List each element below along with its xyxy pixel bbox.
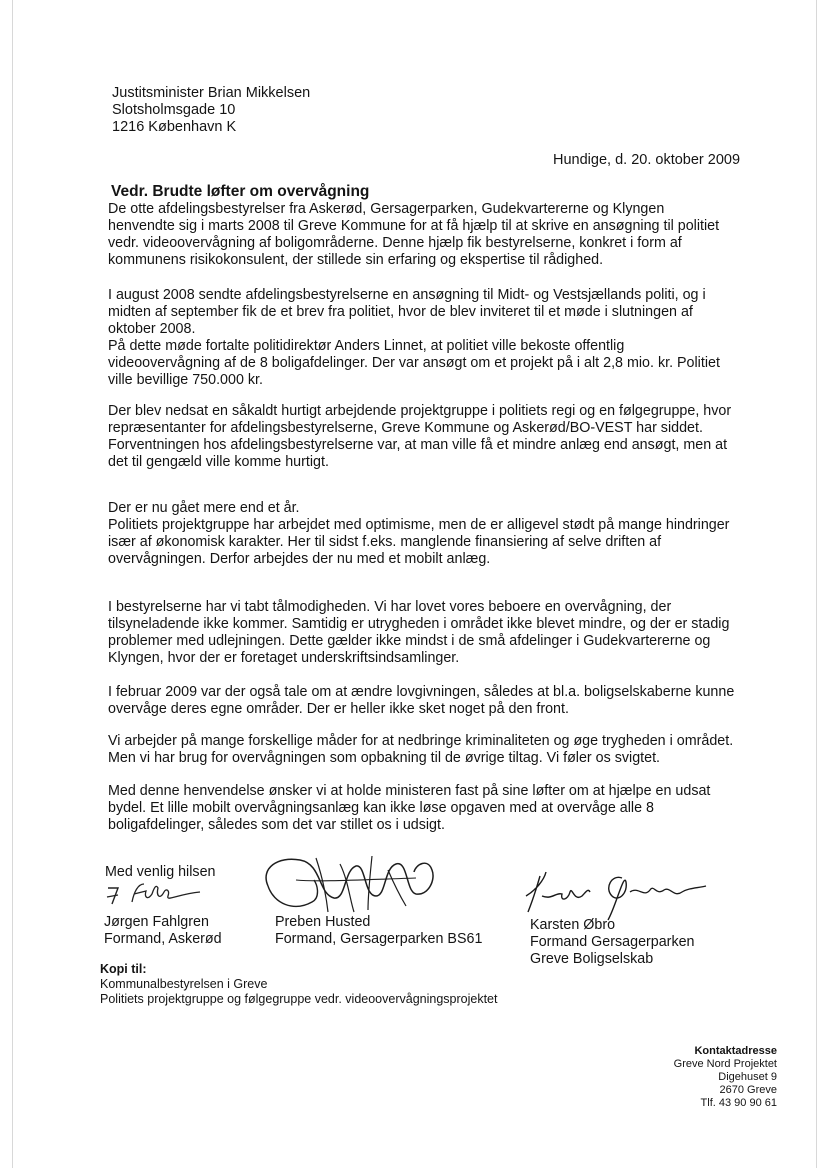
text-line: problemer med udlejningen. Dette gælder ikke mindst i de små afdelinger i Gudekvartererne og: [108, 633, 711, 649]
text-line: På dette møde fortalte politidirektør Anders Linnet, at politiet ville bekoste offentlig: [108, 338, 625, 354]
scan-edge-left: [12, 0, 13, 1168]
text-line: oktober 2008.: [108, 321, 196, 337]
text-line: I bestyrelserne har vi tabt tålmodigheden. Vi har lovet vores beboere en overvågning, der: [108, 599, 672, 615]
contact-line: 2670 Greve: [719, 1084, 777, 1096]
contact-address: [674, 1045, 777, 1110]
text-line: De otte afdelingsbestyrelser fra Askerød, Gersagerparken, Gudekvartererne og Klyngen: [108, 201, 665, 217]
copy-heading: Kopi til:: [100, 962, 147, 976]
signatory-2: [275, 914, 482, 948]
text-line: ville bevillige 750.000 kr.: [108, 372, 263, 388]
text-line: tilsyneladende ikke kommer. Samtidig er utrygheden i området ikke blevet mindre, og der er stadig: [108, 616, 730, 632]
paragraph-7: [108, 733, 748, 767]
text-line: I februar 2009 var der også tale om at ændre lovgivningen, således at bl.a. boligselskaberne kunne: [108, 684, 735, 700]
copy-section: [100, 962, 497, 1007]
contact-heading: Kontaktadresse: [694, 1045, 777, 1057]
signatory-title: Formand, Askerød: [104, 931, 222, 947]
text-line: kommunens risikokonsulent, der stillede sin erfaring og ekspertise til rådighed.: [108, 252, 604, 268]
paragraph-6: [108, 684, 748, 718]
text-line: Politiets projektgruppe har arbejdet med optimisme, men de er alligevel stødt på mange hindringer: [108, 517, 730, 533]
text-line: vedr. videoovervågning af boligområderne. Denne hjælp fik bestyrelserne, konkret i form af: [108, 235, 682, 251]
text-line: Forventningen hos afdelingsbestyrelserne var, at man ville få et mindre anlæg end ansøgt, men at: [108, 437, 728, 453]
signatory-1: [104, 914, 222, 948]
recipient-name: Justitsminister Brian Mikkelsen: [112, 85, 311, 101]
text-line: overvåge deres egne områder. Der er heller ikke sket noget på den front.: [108, 701, 569, 717]
recipient-city: 1216 København K: [112, 119, 237, 135]
text-line: overvågningen. Derfor arbejdes der nu med et mobilt anlæg.: [108, 551, 491, 567]
paragraph-4: [108, 500, 748, 568]
letter-date: Hundige, d. 20. oktober 2009: [553, 152, 741, 168]
text-line: Vi arbejder på mange forskellige måder for at nedbringe kriminaliteten og øge trygheden i området.: [108, 733, 734, 749]
text-line: Men vi har brug for overvågningen som opbakning til de øvrige tiltag. Vi føler os svigtet.: [108, 750, 661, 766]
copy-recipient: Kommunalbestyrelsen i Greve: [100, 977, 268, 991]
letter-subject: Vedr. Brudte løfter om overvågning: [111, 183, 370, 200]
text-line: repræsentanter for afdelingsbestyrelserne, Greve Kommune og Askerød/BO-VEST har siddet.: [108, 420, 703, 436]
signatory-title: Formand Gersagerparken: [530, 934, 695, 950]
signatory-3: [530, 917, 695, 968]
paragraph-1: [108, 201, 748, 269]
recipient-street: Slotsholmsgade 10: [112, 102, 236, 118]
text-line: det til gengæld ville komme hurtigt.: [108, 454, 329, 470]
paragraph-3: [108, 403, 748, 471]
signatory-name: Preben Husted: [275, 914, 371, 930]
text-line: Der er nu gået mere end et år.: [108, 500, 300, 516]
handwritten-signature-fahlgren: [104, 878, 204, 912]
handwritten-signature-husted: [256, 850, 442, 918]
text-line: midten af september fik de et brev fra politiet, hvor de blev inviteret til et møde i slutningen af: [108, 304, 693, 320]
copy-recipient: Politiets projektgruppe og følgegruppe vedr. videoovervågningsprojektet: [100, 992, 498, 1006]
signatory-name: Karsten Øbro: [530, 917, 616, 933]
paragraph-8: [108, 783, 748, 834]
text-line: især af økonomisk karakter. Her til sidst f.eks. manglende finansiering af selve driften af: [108, 534, 662, 550]
paragraph-5: [108, 599, 748, 667]
contact-phone: Tlf. 43 90 90 61: [700, 1097, 777, 1109]
handwritten-signature-oebro: [512, 866, 708, 922]
signatory-name: Jørgen Fahlgren: [104, 914, 209, 930]
text-line: Der blev nedsat en såkaldt hurtigt arbejdende projektgruppe i politiets regi og en følgegruppe, hvor: [108, 403, 732, 419]
text-line: boligafdelinger, således som det var stillet os i udsigt.: [108, 817, 445, 833]
text-line: bydel. Et lille mobilt overvågningsanlæg kan ikke løse opgaven med at overvåge alle 8: [108, 800, 654, 816]
text-line: henvendte sig i marts 2008 til Greve Kommune for at få hjælp til at skrive en ansøgning til politiet: [108, 218, 720, 234]
contact-line: Digehuset 9: [718, 1071, 777, 1083]
closing-greeting: Med venlig hilsen: [105, 864, 216, 880]
text-line: Klyngen, hvor der er foretaget underskriftsindsamlinger.: [108, 650, 460, 666]
scan-edge-right: [816, 0, 817, 1168]
text-line: videoovervågning af de 8 boligafdelinger. Der var ansøgt om et projekt på i alt 2,8 mio. kr. Politiet: [108, 355, 720, 371]
text-line: I august 2008 sendte afdelingsbestyrelserne en ansøgning til Midt- og Vestsjællands politi, og i: [108, 287, 706, 303]
paragraph-2: [108, 287, 748, 389]
signatory-title: Formand, Gersagerparken BS61: [275, 931, 483, 947]
contact-line: Greve Nord Projektet: [673, 1058, 777, 1070]
text-line: Med denne henvendelse ønsker vi at holde ministeren fast på sine løfter om at hjælpe en udsat: [108, 783, 711, 799]
signatory-title-2: Greve Boligselskab: [530, 951, 654, 967]
